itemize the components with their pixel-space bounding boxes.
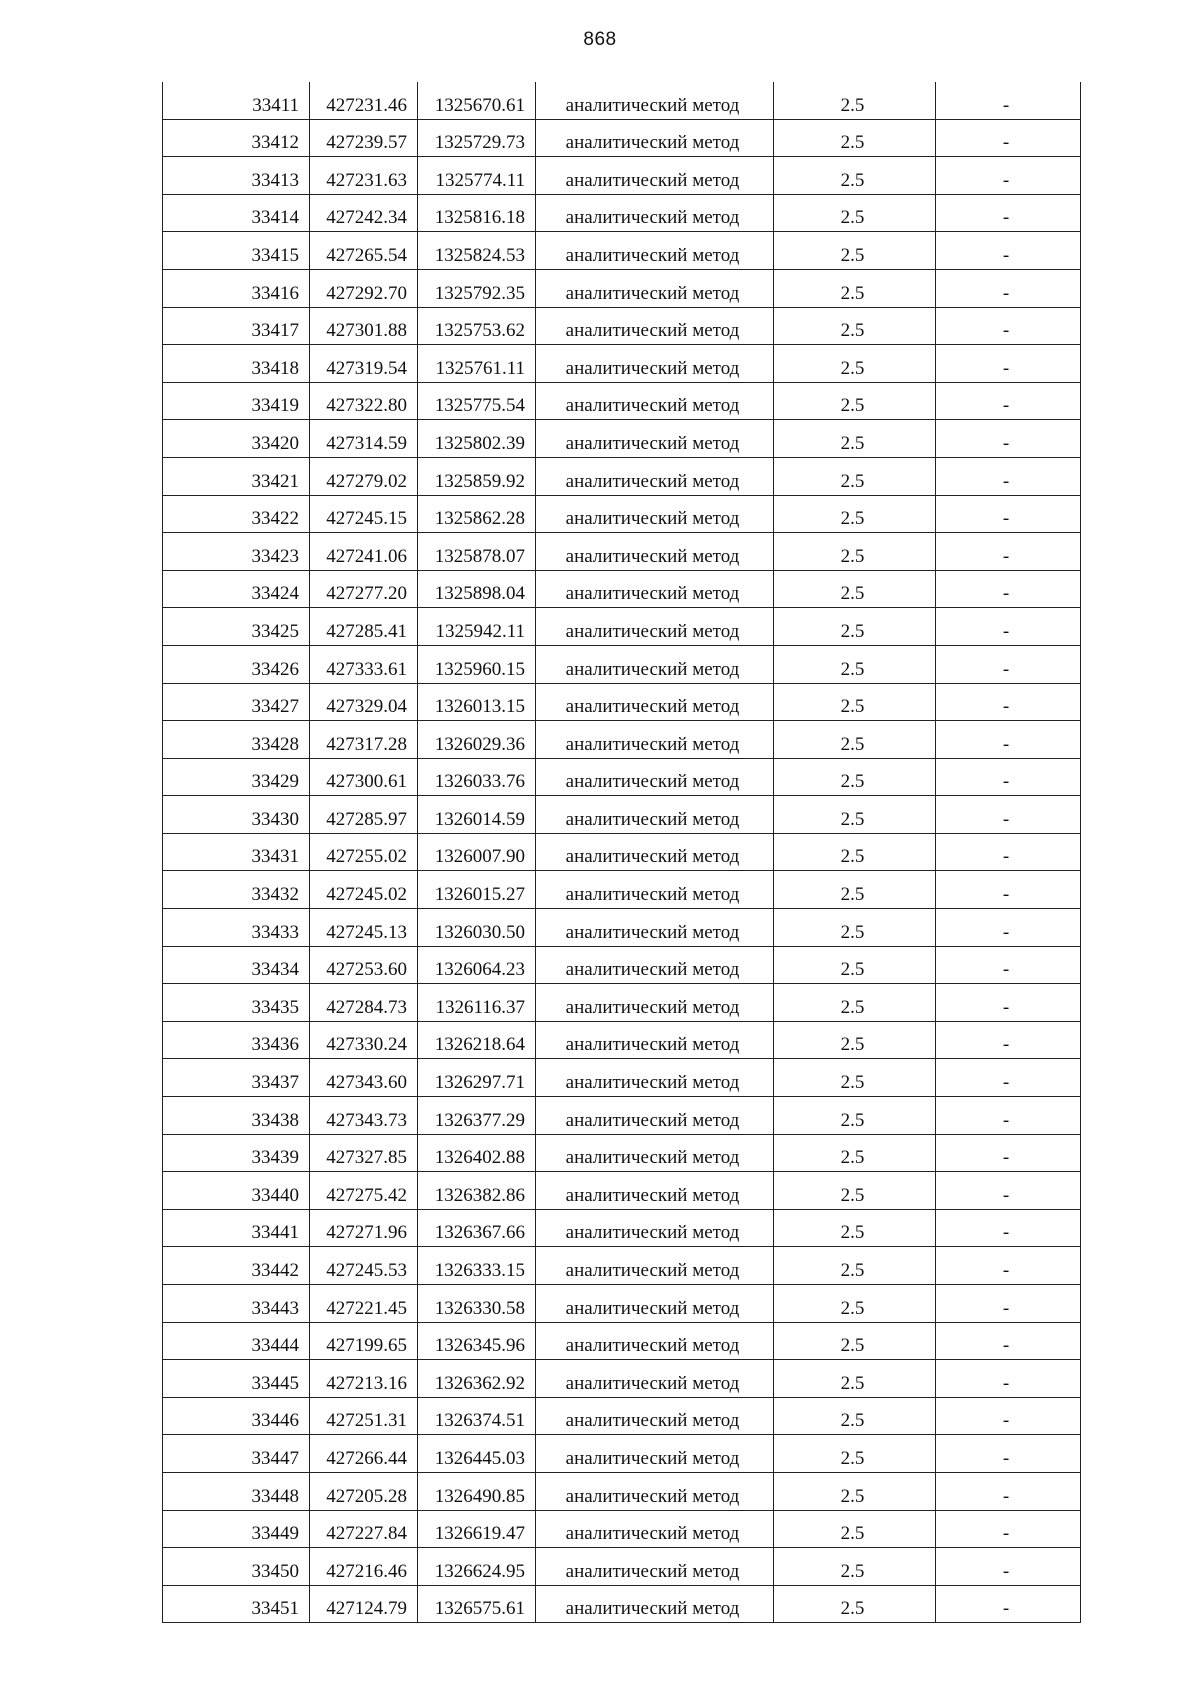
x-coordinate-cell: 427292.70 — [310, 269, 418, 307]
point-number-cell: 33439 — [163, 1134, 310, 1172]
point-number-cell: 33413 — [163, 157, 310, 195]
y-coordinate-cell: 1325670.61 — [418, 82, 536, 119]
y-coordinate-cell: 1325942.11 — [418, 608, 536, 646]
accuracy-cell: 2.5 — [774, 420, 936, 458]
x-coordinate-cell: 427284.73 — [310, 984, 418, 1022]
x-coordinate-cell: 427213.16 — [310, 1360, 418, 1398]
note-cell: - — [936, 645, 1081, 683]
table-row — [163, 570, 1081, 608]
note-cell: - — [936, 457, 1081, 495]
table-row — [163, 1209, 1081, 1247]
table-row — [163, 420, 1081, 458]
method-cell: аналитический метод — [536, 1585, 774, 1623]
x-coordinate-cell: 427242.34 — [310, 194, 418, 232]
y-coordinate-cell: 1326624.95 — [418, 1548, 536, 1586]
accuracy-cell: 2.5 — [774, 984, 936, 1022]
y-coordinate-cell: 1325862.28 — [418, 495, 536, 533]
note-cell: - — [936, 307, 1081, 345]
y-coordinate-cell: 1326333.15 — [418, 1247, 536, 1285]
table-row — [163, 871, 1081, 909]
point-number-cell: 33451 — [163, 1585, 310, 1623]
point-number-cell: 33426 — [163, 645, 310, 683]
method-cell: аналитический метод — [536, 1097, 774, 1135]
method-cell: аналитический метод — [536, 721, 774, 759]
accuracy-cell: 2.5 — [774, 1435, 936, 1473]
method-cell: аналитический метод — [536, 1247, 774, 1285]
method-cell: аналитический метод — [536, 871, 774, 909]
note-cell: - — [936, 1548, 1081, 1586]
method-cell: аналитический метод — [536, 645, 774, 683]
method-cell: аналитический метод — [536, 119, 774, 157]
y-coordinate-cell: 1325761.11 — [418, 345, 536, 383]
note-cell: - — [936, 683, 1081, 721]
accuracy-cell: 2.5 — [774, 570, 936, 608]
method-cell: аналитический метод — [536, 1059, 774, 1097]
y-coordinate-cell: 1326377.29 — [418, 1097, 536, 1135]
note-cell: - — [936, 984, 1081, 1022]
x-coordinate-cell: 427241.06 — [310, 533, 418, 571]
y-coordinate-cell: 1326345.96 — [418, 1322, 536, 1360]
accuracy-cell: 2.5 — [774, 269, 936, 307]
note-cell: - — [936, 721, 1081, 759]
accuracy-cell: 2.5 — [774, 871, 936, 909]
point-number-cell: 33450 — [163, 1548, 310, 1586]
y-coordinate-cell: 1326367.66 — [418, 1209, 536, 1247]
accuracy-cell: 2.5 — [774, 1097, 936, 1135]
x-coordinate-cell: 427227.84 — [310, 1510, 418, 1548]
x-coordinate-cell: 427245.02 — [310, 871, 418, 909]
note-cell: - — [936, 1059, 1081, 1097]
accuracy-cell: 2.5 — [774, 232, 936, 270]
point-number-cell: 33445 — [163, 1360, 310, 1398]
method-cell: аналитический метод — [536, 194, 774, 232]
method-cell: аналитический метод — [536, 1322, 774, 1360]
accuracy-cell: 2.5 — [774, 157, 936, 195]
accuracy-cell: 2.5 — [774, 1397, 936, 1435]
method-cell: аналитический метод — [536, 570, 774, 608]
point-number-cell: 33443 — [163, 1285, 310, 1323]
y-coordinate-cell: 1326015.27 — [418, 871, 536, 909]
y-coordinate-cell: 1326382.86 — [418, 1172, 536, 1210]
note-cell: - — [936, 758, 1081, 796]
point-number-cell: 33435 — [163, 984, 310, 1022]
table-row — [163, 1360, 1081, 1398]
y-coordinate-cell: 1325878.07 — [418, 533, 536, 571]
y-coordinate-cell: 1326619.47 — [418, 1510, 536, 1548]
y-coordinate-cell: 1325792.35 — [418, 269, 536, 307]
table-row — [163, 1172, 1081, 1210]
y-coordinate-cell: 1326362.92 — [418, 1360, 536, 1398]
note-cell: - — [936, 495, 1081, 533]
note-cell: - — [936, 946, 1081, 984]
note-cell: - — [936, 1097, 1081, 1135]
y-coordinate-cell: 1325802.39 — [418, 420, 536, 458]
y-coordinate-cell: 1326014.59 — [418, 796, 536, 834]
method-cell: аналитический метод — [536, 1548, 774, 1586]
note-cell: - — [936, 269, 1081, 307]
point-number-cell: 33418 — [163, 345, 310, 383]
table-row — [163, 1397, 1081, 1435]
method-cell: аналитический метод — [536, 1021, 774, 1059]
method-cell: аналитический метод — [536, 1397, 774, 1435]
note-cell: - — [936, 1209, 1081, 1247]
accuracy-cell: 2.5 — [774, 758, 936, 796]
table-row — [163, 1548, 1081, 1586]
x-coordinate-cell: 427271.96 — [310, 1209, 418, 1247]
note-cell: - — [936, 570, 1081, 608]
method-cell: аналитический метод — [536, 984, 774, 1022]
note-cell: - — [936, 82, 1081, 119]
x-coordinate-cell: 427329.04 — [310, 683, 418, 721]
table-row — [163, 269, 1081, 307]
note-cell: - — [936, 1585, 1081, 1623]
x-coordinate-cell: 427221.45 — [310, 1285, 418, 1323]
table-row — [163, 345, 1081, 383]
note-cell: - — [936, 1285, 1081, 1323]
note-cell: - — [936, 345, 1081, 383]
method-cell: аналитический метод — [536, 1435, 774, 1473]
method-cell: аналитический метод — [536, 232, 774, 270]
point-number-cell: 33421 — [163, 457, 310, 495]
note-cell: - — [936, 833, 1081, 871]
point-number-cell: 33428 — [163, 721, 310, 759]
point-number-cell: 33423 — [163, 533, 310, 571]
table-row — [163, 683, 1081, 721]
point-number-cell: 33411 — [163, 82, 310, 119]
point-number-cell: 33437 — [163, 1059, 310, 1097]
y-coordinate-cell: 1325960.15 — [418, 645, 536, 683]
y-coordinate-cell: 1326445.03 — [418, 1435, 536, 1473]
method-cell: аналитический метод — [536, 420, 774, 458]
y-coordinate-cell: 1326297.71 — [418, 1059, 536, 1097]
x-coordinate-cell: 427251.31 — [310, 1397, 418, 1435]
note-cell: - — [936, 1360, 1081, 1398]
method-cell: аналитический метод — [536, 758, 774, 796]
point-number-cell: 33441 — [163, 1209, 310, 1247]
table-row — [163, 82, 1081, 119]
table-row — [163, 1247, 1081, 1285]
note-cell: - — [936, 1172, 1081, 1210]
accuracy-cell: 2.5 — [774, 1322, 936, 1360]
y-coordinate-cell: 1325824.53 — [418, 232, 536, 270]
accuracy-cell: 2.5 — [774, 1059, 936, 1097]
table-row — [163, 157, 1081, 195]
x-coordinate-cell: 427124.79 — [310, 1585, 418, 1623]
point-number-cell: 33438 — [163, 1097, 310, 1135]
table-row — [163, 909, 1081, 947]
x-coordinate-cell: 427245.13 — [310, 909, 418, 947]
method-cell: аналитический метод — [536, 1134, 774, 1172]
x-coordinate-cell: 427266.44 — [310, 1435, 418, 1473]
accuracy-cell: 2.5 — [774, 1134, 936, 1172]
y-coordinate-cell: 1326330.58 — [418, 1285, 536, 1323]
x-coordinate-cell: 427253.60 — [310, 946, 418, 984]
accuracy-cell: 2.5 — [774, 1285, 936, 1323]
point-number-cell: 33419 — [163, 382, 310, 420]
point-number-cell: 33425 — [163, 608, 310, 646]
y-coordinate-cell: 1326064.23 — [418, 946, 536, 984]
method-cell: аналитический метод — [536, 1472, 774, 1510]
note-cell: - — [936, 871, 1081, 909]
accuracy-cell: 2.5 — [774, 82, 936, 119]
y-coordinate-cell: 1326575.61 — [418, 1585, 536, 1623]
page-number: 868 — [583, 29, 617, 50]
accuracy-cell: 2.5 — [774, 1510, 936, 1548]
x-coordinate-cell: 427319.54 — [310, 345, 418, 383]
x-coordinate-cell: 427343.73 — [310, 1097, 418, 1135]
point-number-cell: 33432 — [163, 871, 310, 909]
point-number-cell: 33429 — [163, 758, 310, 796]
table-row — [163, 796, 1081, 834]
y-coordinate-cell: 1326402.88 — [418, 1134, 536, 1172]
table-row — [163, 1059, 1081, 1097]
accuracy-cell: 2.5 — [774, 909, 936, 947]
x-coordinate-cell: 427301.88 — [310, 307, 418, 345]
point-number-cell: 33415 — [163, 232, 310, 270]
x-coordinate-cell: 427205.28 — [310, 1472, 418, 1510]
method-cell: аналитический метод — [536, 307, 774, 345]
point-number-cell: 33420 — [163, 420, 310, 458]
method-cell: аналитический метод — [536, 269, 774, 307]
y-coordinate-cell: 1325774.11 — [418, 157, 536, 195]
x-coordinate-cell: 427333.61 — [310, 645, 418, 683]
note-cell: - — [936, 796, 1081, 834]
method-cell: аналитический метод — [536, 833, 774, 871]
method-cell: аналитический метод — [536, 608, 774, 646]
table-row — [163, 833, 1081, 871]
x-coordinate-cell: 427255.02 — [310, 833, 418, 871]
table-row — [163, 1134, 1081, 1172]
note-cell: - — [936, 420, 1081, 458]
method-cell: аналитический метод — [536, 345, 774, 383]
table-row — [163, 645, 1081, 683]
note-cell: - — [936, 1021, 1081, 1059]
point-number-cell: 33422 — [163, 495, 310, 533]
x-coordinate-cell: 427279.02 — [310, 457, 418, 495]
point-number-cell: 33412 — [163, 119, 310, 157]
x-coordinate-cell: 427317.28 — [310, 721, 418, 759]
accuracy-cell: 2.5 — [774, 1209, 936, 1247]
accuracy-cell: 2.5 — [774, 194, 936, 232]
accuracy-cell: 2.5 — [774, 495, 936, 533]
x-coordinate-cell: 427245.53 — [310, 1247, 418, 1285]
table-row — [163, 1097, 1081, 1135]
y-coordinate-cell: 1326013.15 — [418, 683, 536, 721]
method-cell: аналитический метод — [536, 157, 774, 195]
table-row — [163, 232, 1081, 270]
accuracy-cell: 2.5 — [774, 1172, 936, 1210]
accuracy-cell: 2.5 — [774, 683, 936, 721]
table-row — [163, 1322, 1081, 1360]
note-cell: - — [936, 608, 1081, 646]
point-number-cell: 33442 — [163, 1247, 310, 1285]
method-cell: аналитический метод — [536, 1209, 774, 1247]
table-row — [163, 307, 1081, 345]
x-coordinate-cell: 427275.42 — [310, 1172, 418, 1210]
accuracy-cell: 2.5 — [774, 1360, 936, 1398]
point-number-cell: 33449 — [163, 1510, 310, 1548]
table-row — [163, 194, 1081, 232]
y-coordinate-cell: 1325753.62 — [418, 307, 536, 345]
table-row — [163, 1021, 1081, 1059]
y-coordinate-cell: 1326116.37 — [418, 984, 536, 1022]
note-cell: - — [936, 232, 1081, 270]
accuracy-cell: 2.5 — [774, 645, 936, 683]
y-coordinate-cell: 1326490.85 — [418, 1472, 536, 1510]
method-cell: аналитический метод — [536, 82, 774, 119]
accuracy-cell: 2.5 — [774, 1021, 936, 1059]
table-row — [163, 457, 1081, 495]
y-coordinate-cell: 1326033.76 — [418, 758, 536, 796]
y-coordinate-cell: 1326374.51 — [418, 1397, 536, 1435]
note-cell: - — [936, 119, 1081, 157]
x-coordinate-cell: 427277.20 — [310, 570, 418, 608]
table-row — [163, 1510, 1081, 1548]
x-coordinate-cell: 427285.41 — [310, 608, 418, 646]
accuracy-cell: 2.5 — [774, 119, 936, 157]
table-row — [163, 1285, 1081, 1323]
method-cell: аналитический метод — [536, 533, 774, 571]
point-number-cell: 33433 — [163, 909, 310, 947]
method-cell: аналитический метод — [536, 909, 774, 947]
note-cell: - — [936, 1472, 1081, 1510]
accuracy-cell: 2.5 — [774, 533, 936, 571]
x-coordinate-cell: 427300.61 — [310, 758, 418, 796]
x-coordinate-cell: 427314.59 — [310, 420, 418, 458]
note-cell: - — [936, 1510, 1081, 1548]
note-cell: - — [936, 194, 1081, 232]
point-number-cell: 33446 — [163, 1397, 310, 1435]
accuracy-cell: 2.5 — [774, 833, 936, 871]
method-cell: аналитический метод — [536, 796, 774, 834]
accuracy-cell: 2.5 — [774, 721, 936, 759]
point-number-cell: 33448 — [163, 1472, 310, 1510]
method-cell: аналитический метод — [536, 457, 774, 495]
point-number-cell: 33414 — [163, 194, 310, 232]
x-coordinate-cell: 427231.46 — [310, 82, 418, 119]
table-row — [163, 758, 1081, 796]
note-cell: - — [936, 157, 1081, 195]
x-coordinate-cell: 427199.65 — [310, 1322, 418, 1360]
point-number-cell: 33424 — [163, 570, 310, 608]
x-coordinate-cell: 427285.97 — [310, 796, 418, 834]
table-row — [163, 946, 1081, 984]
table-row — [163, 495, 1081, 533]
method-cell: аналитический метод — [536, 683, 774, 721]
accuracy-cell: 2.5 — [774, 796, 936, 834]
method-cell: аналитический метод — [536, 495, 774, 533]
y-coordinate-cell: 1326218.64 — [418, 1021, 536, 1059]
y-coordinate-cell: 1326007.90 — [418, 833, 536, 871]
note-cell: - — [936, 382, 1081, 420]
table-row — [163, 608, 1081, 646]
point-number-cell: 33436 — [163, 1021, 310, 1059]
table-row — [163, 721, 1081, 759]
accuracy-cell: 2.5 — [774, 1548, 936, 1586]
point-number-cell: 33430 — [163, 796, 310, 834]
table-row — [163, 533, 1081, 571]
x-coordinate-cell: 427245.15 — [310, 495, 418, 533]
x-coordinate-cell: 427330.24 — [310, 1021, 418, 1059]
note-cell: - — [936, 1134, 1081, 1172]
accuracy-cell: 2.5 — [774, 1585, 936, 1623]
note-cell: - — [936, 533, 1081, 571]
point-number-cell: 33434 — [163, 946, 310, 984]
method-cell: аналитический метод — [536, 1510, 774, 1548]
x-coordinate-cell: 427265.54 — [310, 232, 418, 270]
accuracy-cell: 2.5 — [774, 608, 936, 646]
table-row — [163, 1472, 1081, 1510]
y-coordinate-cell: 1325816.18 — [418, 194, 536, 232]
accuracy-cell: 2.5 — [774, 1247, 936, 1285]
x-coordinate-cell: 427327.85 — [310, 1134, 418, 1172]
method-cell: аналитический метод — [536, 1360, 774, 1398]
table-row — [163, 1585, 1081, 1623]
y-coordinate-cell: 1325729.73 — [418, 119, 536, 157]
note-cell: - — [936, 1322, 1081, 1360]
accuracy-cell: 2.5 — [774, 307, 936, 345]
table-row — [163, 119, 1081, 157]
note-cell: - — [936, 909, 1081, 947]
point-number-cell: 33440 — [163, 1172, 310, 1210]
x-coordinate-cell: 427343.60 — [310, 1059, 418, 1097]
accuracy-cell: 2.5 — [774, 1472, 936, 1510]
x-coordinate-cell: 427231.63 — [310, 157, 418, 195]
coordinates-table — [162, 82, 1081, 1623]
note-cell: - — [936, 1397, 1081, 1435]
point-number-cell: 33431 — [163, 833, 310, 871]
y-coordinate-cell: 1326030.50 — [418, 909, 536, 947]
method-cell: аналитический метод — [536, 1285, 774, 1323]
x-coordinate-cell: 427239.57 — [310, 119, 418, 157]
x-coordinate-cell: 427216.46 — [310, 1548, 418, 1586]
table-body — [163, 82, 1081, 1623]
x-coordinate-cell: 427322.80 — [310, 382, 418, 420]
method-cell: аналитический метод — [536, 1172, 774, 1210]
point-number-cell: 33427 — [163, 683, 310, 721]
y-coordinate-cell: 1325859.92 — [418, 457, 536, 495]
accuracy-cell: 2.5 — [774, 946, 936, 984]
method-cell: аналитический метод — [536, 946, 774, 984]
point-number-cell: 33447 — [163, 1435, 310, 1473]
point-number-cell: 33417 — [163, 307, 310, 345]
point-number-cell: 33416 — [163, 269, 310, 307]
method-cell: аналитический метод — [536, 382, 774, 420]
table-row — [163, 382, 1081, 420]
accuracy-cell: 2.5 — [774, 457, 936, 495]
note-cell: - — [936, 1435, 1081, 1473]
y-coordinate-cell: 1325775.54 — [418, 382, 536, 420]
table-row — [163, 1435, 1081, 1473]
y-coordinate-cell: 1325898.04 — [418, 570, 536, 608]
y-coordinate-cell: 1326029.36 — [418, 721, 536, 759]
point-number-cell: 33444 — [163, 1322, 310, 1360]
table-row — [163, 984, 1081, 1022]
accuracy-cell: 2.5 — [774, 382, 936, 420]
note-cell: - — [936, 1247, 1081, 1285]
accuracy-cell: 2.5 — [774, 345, 936, 383]
